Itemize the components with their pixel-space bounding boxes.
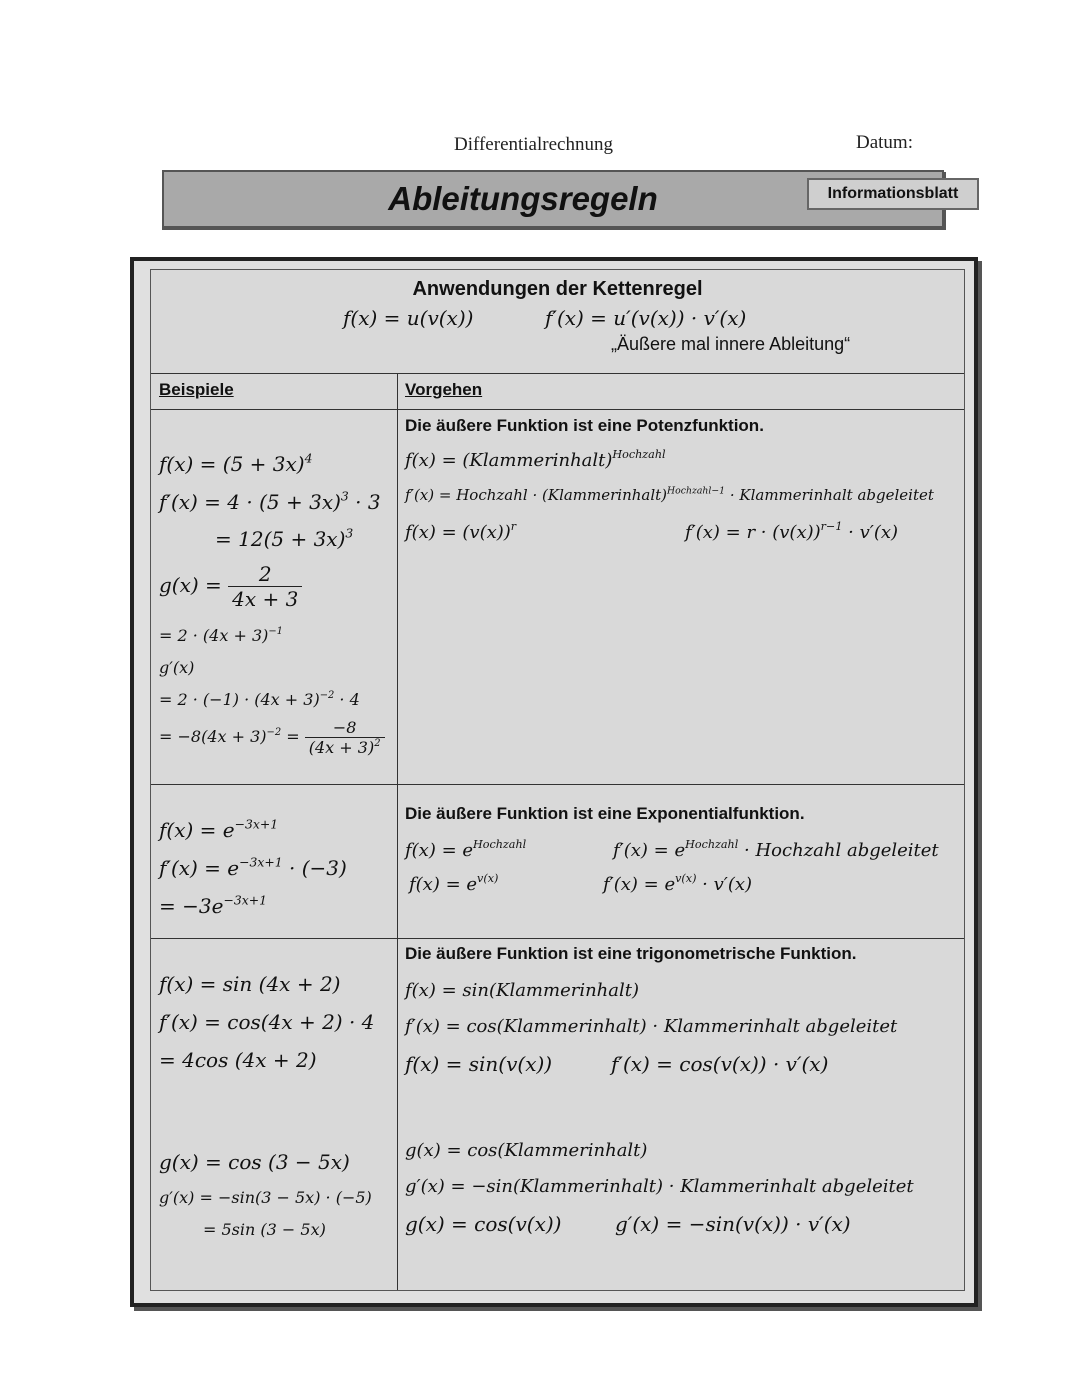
trig-rule-line: g′(x) = −sin(Klammerinhalt) · Klammerinhalt abgeleitet <box>405 1176 914 1197</box>
divider <box>151 784 964 785</box>
content-frame <box>130 257 978 1307</box>
trig-heading: Die äußere Funktion ist eine trigonometrische Funktion. <box>405 944 857 963</box>
chain-rule-formula-fprime: f′(x) = u′(v(x)) · v′(x) <box>545 306 747 330</box>
power-rule-line: f(x) = (Klammerinhalt)$^{Hochzahl}$ <box>405 448 666 471</box>
power-rule-line: f′(x) = Hochzahl · (Klammerinhalt)$^{Hochzahl-1}$ · Klammerinhalt abgeleitet <box>405 485 934 504</box>
subject-label: Differentialrechnung <box>454 134 613 155</box>
trig-example-line: g(x) = cos (3 − 5x) <box>159 1150 350 1174</box>
trig-rule-line: g′(x) = −sin(v(x)) · v′(x) <box>615 1212 851 1236</box>
trig-rule-line: f(x) = sin(Klammerinhalt) <box>405 980 640 1001</box>
power-example-line: = $2 \cdot (4x + 3)^{-1}$ <box>159 626 283 645</box>
trig-example-line: = 5sin (3 − 5x) <box>203 1220 326 1239</box>
exponential-rule-line: $f'(x) = e^{Hochzahl}$ · Hochzahl abgeleitet <box>613 838 939 861</box>
exponential-example-line: $f(x) = e^{-3x+1}$ <box>159 816 279 842</box>
chain-rule-title: Anwendungen der Kettenregel <box>412 278 703 300</box>
divider <box>151 373 964 374</box>
trig-rule-line: f′(x) = cos(Klammerinhalt) · Klammerinhalt abgeleitet <box>405 1016 898 1037</box>
divider <box>151 938 964 939</box>
power-example-fraction: g(x) = $\frac{2}{4x + 3}$ <box>159 562 302 611</box>
trig-example-line: = 4cos (4x + 2) <box>159 1048 317 1072</box>
power-rule-line: $f'(x) = r \cdot (v(x))^{r-1} \cdot v'(x)$ <box>685 520 899 543</box>
power-example-line: $f(x) = (5 + 3x)^4$ <box>159 450 313 476</box>
power-example-line: g′(x) <box>159 658 195 677</box>
power-example-line: $f'(x) = 4 \cdot (5 + 3x)^3 \cdot 3$ <box>159 488 381 514</box>
exponential-example-line: $f'(x) = e^{-3x+1} \cdot (-3)$ <box>159 854 347 880</box>
column-header-procedure: Vorgehen <box>405 380 483 399</box>
power-example-line: = $2 \cdot (-1) \cdot (4x + 3)^{-2} \cdot 4$ <box>159 690 360 709</box>
power-heading: Die äußere Funktion ist eine Potenzfunktion. <box>405 416 764 435</box>
trig-example-line: f(x) = sin (4x + 2) <box>159 972 341 996</box>
divider <box>151 409 964 410</box>
date-label: Datum: <box>856 132 913 153</box>
power-example-fraction: = $-8(4x + 3)^{-2}$ = $\frac{-8}{(4x + 3)^2}$ <box>159 718 385 757</box>
chain-rule-formula-f: f(x) = u(v(x)) <box>343 306 474 330</box>
exponential-heading: Die äußere Funktion ist eine Exponentialfunktion. <box>405 804 805 823</box>
exponential-example-line: = $-3e^{-3x+1}$ <box>159 892 267 918</box>
exponential-rule-line: $f'(x) = e^{v(x)} \cdot v'(x)$ <box>603 872 753 895</box>
chain-rule-motto: „Äußere mal innere Ableitung“ <box>611 334 851 354</box>
trig-rule-line: f′(x) = cos(v(x)) · v′(x) <box>611 1052 829 1076</box>
trig-example-line: f′(x) = cos(4x + 2) · 4 <box>159 1010 375 1034</box>
trig-rule-line: g(x) = cos(Klammerinhalt) <box>405 1140 648 1161</box>
column-divider <box>397 373 398 1290</box>
rules-table <box>150 269 965 1291</box>
column-header-examples: Beispiele <box>159 380 234 399</box>
trig-example-line: g′(x) = −sin(3 − 5x) · (−5) <box>159 1188 372 1207</box>
power-rule-line: $f(x) = (v(x))^r$ <box>405 520 517 543</box>
page-title: Ableitungsregeln <box>388 180 658 217</box>
exponential-rule-line: $f(x) = e^{v(x)}$ <box>409 872 499 895</box>
info-sheet-tag: Informationsblatt <box>807 178 979 210</box>
trig-rule-line: g(x) = cos(v(x)) <box>405 1212 562 1236</box>
power-example-line: = $12(5 + 3x)^3$ <box>215 525 354 551</box>
trig-rule-line: f(x) = sin(v(x)) <box>405 1052 553 1076</box>
exponential-rule-line: $f(x) = e^{Hochzahl}$ <box>405 838 527 861</box>
